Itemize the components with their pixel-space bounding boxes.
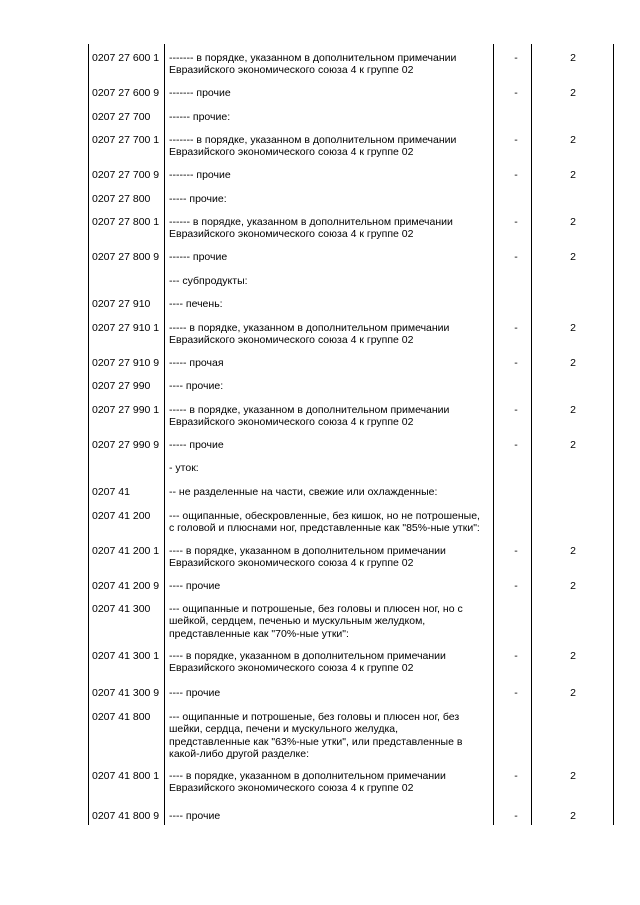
tariff-code-cell: 0207 27 990 9 — [92, 439, 160, 451]
unit-cell: - — [514, 650, 518, 662]
column-divider — [493, 44, 494, 825]
tariff-code-cell: 0207 27 800 1 — [92, 216, 160, 228]
description-cell: ------- прочие — [169, 169, 231, 181]
column-divider — [88, 44, 89, 825]
description-cell: ---- прочие — [169, 810, 221, 822]
duty-rate-cell: 2 — [570, 134, 576, 146]
unit-cell: - — [514, 810, 518, 822]
column-divider — [531, 44, 532, 825]
description-cell: ----- в порядке, указанном в дополнительном примечании Евразийского экономического союза 4 к группе 02 — [169, 322, 450, 347]
duty-rate-cell: 2 — [570, 87, 576, 99]
duty-rate-cell: 2 — [570, 322, 576, 334]
duty-rate-cell: 2 — [570, 251, 576, 263]
duty-rate-cell: 2 — [570, 52, 576, 64]
unit-cell: - — [514, 404, 518, 416]
tariff-code-cell: 0207 27 700 — [92, 111, 151, 123]
tariff-code-cell: 0207 41 200 9 — [92, 580, 160, 592]
tariff-code-cell: 0207 41 800 — [92, 711, 151, 723]
description-cell: --- ощипанные и потрошеные, без головы и плюсен ног, без шейки, сердца, печени и мускульного желудка, представленные как "63%-ные утки", или представленные в какой-либо другой разделке: — [169, 711, 463, 761]
duty-rate-cell: 2 — [570, 169, 576, 181]
tariff-code-cell: 0207 27 910 1 — [92, 322, 160, 334]
description-cell: ---- прочие — [169, 687, 221, 699]
description-cell: ------ прочие: — [169, 111, 231, 123]
description-cell: ------ в порядке, указанном в дополнительном примечании Евразийского экономического союза 4 к группе 02 — [169, 216, 453, 241]
description-cell: - уток: — [169, 462, 199, 474]
unit-cell: - — [514, 770, 518, 782]
tariff-code-cell: 0207 27 800 — [92, 193, 151, 205]
description-cell: ---- в порядке, указанном в дополнительном примечании Евразийского экономического союза 4 к группе 02 — [169, 770, 446, 795]
description-cell: ----- прочая — [169, 357, 224, 369]
tariff-code-cell: 0207 41 300 9 — [92, 687, 160, 699]
description-cell: ---- в порядке, указанном в дополнительном примечании Евразийского экономического союза 4 к группе 02 — [169, 650, 446, 675]
description-cell: ------- в порядке, указанном в дополнительном примечании Евразийского экономического союза 4 к группе 02 — [169, 52, 457, 77]
tariff-code-cell: 0207 41 300 — [92, 603, 151, 615]
unit-cell: - — [514, 169, 518, 181]
tariff-code-cell: 0207 41 200 1 — [92, 545, 160, 557]
unit-cell: - — [514, 357, 518, 369]
tariff-code-cell: 0207 27 910 — [92, 298, 151, 310]
unit-cell: - — [514, 322, 518, 334]
unit-cell: - — [514, 251, 518, 263]
duty-rate-cell: 2 — [570, 687, 576, 699]
duty-rate-cell: 2 — [570, 545, 576, 557]
description-cell: ------- в порядке, указанном в дополнительном примечании Евразийского экономического союза 4 к группе 02 — [169, 134, 457, 159]
unit-cell: - — [514, 87, 518, 99]
description-cell: --- ощипанные, обескровленные, без кишок, но не потрошеные, с головой и плюснами ног, представленные как "85%-ные утки": — [169, 510, 480, 535]
duty-rate-cell: 2 — [570, 216, 576, 228]
description-cell: ----- в порядке, указанном в дополнительном примечании Евразийского экономического союза 4 к группе 02 — [169, 404, 450, 429]
duty-rate-cell: 2 — [570, 357, 576, 369]
description-cell: ----- прочие — [169, 439, 224, 451]
description-cell: ---- прочие — [169, 580, 221, 592]
column-divider — [164, 44, 165, 825]
tariff-code-cell: 0207 41 200 — [92, 510, 151, 522]
duty-rate-cell: 2 — [570, 580, 576, 592]
unit-cell: - — [514, 52, 518, 64]
tariff-code-cell: 0207 27 600 9 — [92, 87, 160, 99]
tariff-code-cell: 0207 27 910 9 — [92, 357, 160, 369]
column-divider — [613, 44, 614, 825]
duty-rate-cell: 2 — [570, 810, 576, 822]
unit-cell: - — [514, 134, 518, 146]
tariff-code-cell: 0207 27 700 9 — [92, 169, 160, 181]
description-cell: -- не разделенные на части, свежие или охлажденные: — [169, 486, 438, 498]
description-cell: ---- прочие: — [169, 380, 224, 392]
description-cell: --- ощипанные и потрошеные, без головы и плюсен ног, но с шейкой, сердцем, печенью и мускульным желудком, представленные как "70%-ные утки": — [169, 603, 463, 640]
unit-cell: - — [514, 687, 518, 699]
tariff-code-cell: 0207 41 800 1 — [92, 770, 160, 782]
description-cell: ---- печень: — [169, 298, 223, 310]
description-cell: ----- прочие: — [169, 193, 227, 205]
tariff-code-cell: 0207 27 990 1 — [92, 404, 160, 416]
tariff-code-cell: 0207 27 800 9 — [92, 251, 160, 263]
unit-cell: - — [514, 545, 518, 557]
duty-rate-cell: 2 — [570, 650, 576, 662]
tariff-code-cell: 0207 27 700 1 — [92, 134, 160, 146]
description-cell: ---- в порядке, указанном в дополнительном примечании Евразийского экономического союза 4 к группе 02 — [169, 545, 446, 570]
description-cell: --- субпродукты: — [169, 275, 248, 287]
description-cell: ------ прочие — [169, 251, 228, 263]
description-cell: ------- прочие — [169, 87, 231, 99]
duty-rate-cell: 2 — [570, 439, 576, 451]
unit-cell: - — [514, 439, 518, 451]
duty-rate-cell: 2 — [570, 404, 576, 416]
tariff-code-cell: 0207 41 300 1 — [92, 650, 160, 662]
tariff-code-cell: 0207 41 — [92, 486, 130, 498]
tariff-code-cell: 0207 27 600 1 — [92, 52, 160, 64]
unit-cell: - — [514, 216, 518, 228]
duty-rate-cell: 2 — [570, 770, 576, 782]
tariff-code-cell: 0207 41 800 9 — [92, 810, 160, 822]
unit-cell: - — [514, 580, 518, 592]
tariff-code-cell: 0207 27 990 — [92, 380, 151, 392]
